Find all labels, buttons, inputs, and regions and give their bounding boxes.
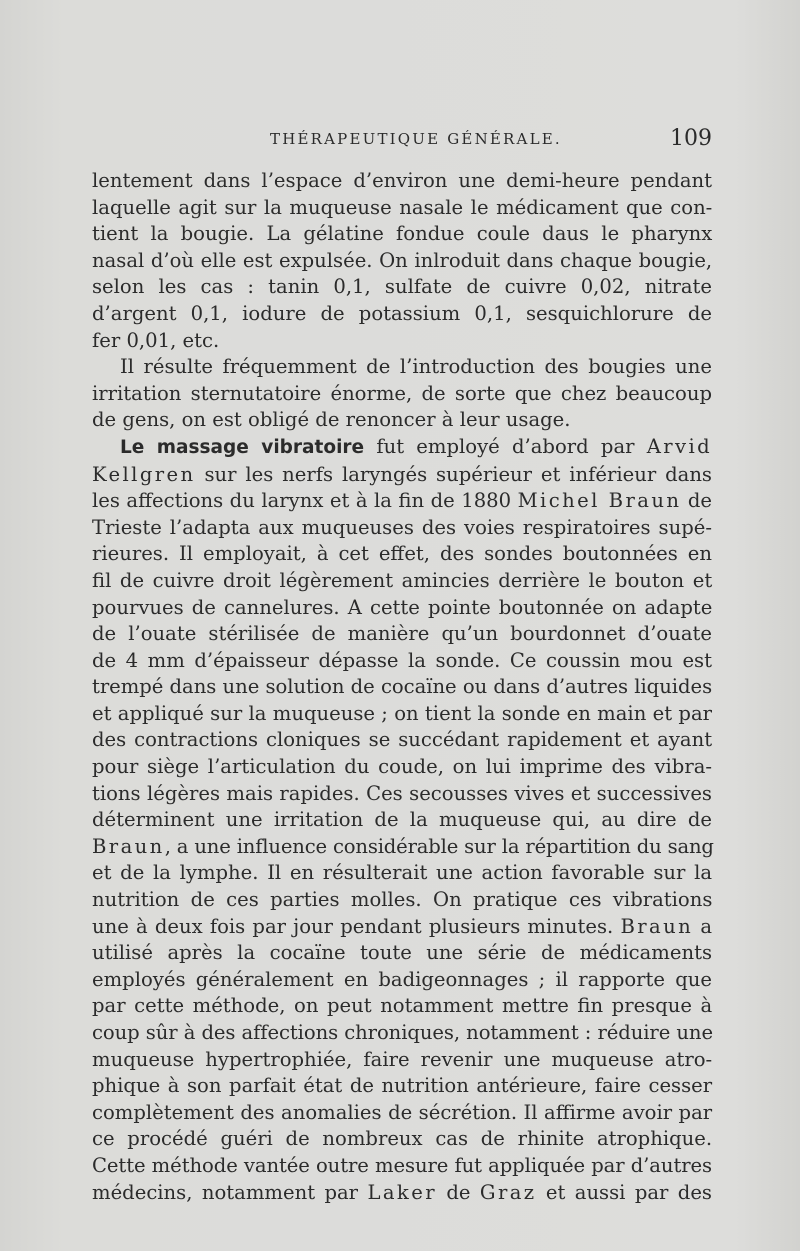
page-header	[92, 126, 712, 156]
text-line: Le massage vibratoire fut employé d’abord par Arvid	[120, 434, 713, 458]
body-text	[92, 168, 712, 1206]
text-line: médecins, notamment par Laker de Graz et aussi par des	[92, 1180, 712, 1204]
text-line: pourvues de cannelures. A cette pointe boutonnée on adapte	[92, 595, 713, 619]
text-line: de 4 mm d’épaisseur dépasse la sonde. Ce coussin mou est	[92, 648, 712, 672]
section-heading: Le massage vibratoire	[120, 436, 365, 458]
text-line: Kellgren sur les nerfs laryngés supérieur et inférieur dans	[92, 462, 712, 486]
running-title: THÉRAPEUTIQUE GÉNÉRALE.	[270, 130, 562, 148]
place-name: Graz	[479, 1180, 537, 1204]
author-name: Laker	[367, 1180, 437, 1204]
author-name: Braun	[620, 914, 694, 938]
text-line: employés généralement en badigeonnages ; il rapporte que	[92, 967, 712, 991]
text-line: des contractions cloniques se succédant rapidement et ayant	[92, 728, 713, 752]
text-line: selon les cas : tanin 0,1, sulfate de cuivre 0,02, nitrate	[92, 275, 712, 299]
text-line: les affections du larynx et à la fin de 1880 Michel Braun de	[92, 489, 712, 513]
author-name: Arvid	[646, 434, 713, 458]
text-line: tient la bougie. La gélatine fondue coule daus le pharynx	[92, 222, 713, 246]
text-line: laquelle agit sur la muqueuse nasale le médicament que con-	[92, 195, 713, 219]
text-line: trempé dans une solution de cocaïne ou dans d’autres liquides	[92, 675, 713, 699]
text-line: muqueuse hypertrophiée, faire revenir une muqueuse atro-	[92, 1047, 713, 1071]
text-line: Trieste l’adapta aux muqueuses des voies respiratoires supé-	[92, 515, 712, 539]
text-line: pour siège l’articulation du coude, on lui imprime des vibra-	[92, 755, 712, 779]
author-name: Braun	[92, 834, 165, 858]
text-line: et appliqué sur la muqueuse ; on tient la sonde en main et par	[92, 701, 712, 725]
text-line: et de la lymphe. Il en résulterait une action favorable sur la	[92, 861, 713, 885]
text-line: irritation sternutatoire énorme, de sorte que chez beaucoup	[92, 381, 712, 405]
text-line: de l’ouate stérilisée de manière qu’un bourdonnet d’ouate	[92, 622, 712, 646]
page-number: 109	[670, 126, 712, 151]
text-line: fil de cuivre droit légèrement amincies derrière le bouton et	[92, 568, 713, 592]
text-line: fer 0,01, etc.	[92, 328, 220, 352]
author-name: Michel Braun	[517, 489, 682, 513]
text-line: rieures. Il employait, à cet effet, des sondes boutonnées en	[92, 542, 712, 566]
text-line: une à deux fois par jour pendant plusieurs minutes. Braun a	[92, 914, 713, 938]
text-line: Cette méthode vantée outre mesure fut appliquée par d’autres	[92, 1153, 712, 1177]
text-line: par cette méthode, on peut notamment mettre fin presque à	[92, 994, 713, 1018]
text-line: lentement dans l’espace d’environ une demi-heure pendant	[92, 169, 712, 192]
text-line: déterminent une irritation de la muqueuse qui, au dire de	[92, 808, 712, 832]
text-line: coup sûr à des affections chroniques, notamment : réduire une	[92, 1021, 713, 1044]
author-name: Kellgren	[92, 462, 196, 486]
text-line: complètement des anomalies de sécrétion. Il affirme avoir par	[92, 1100, 713, 1124]
text-line: utilisé après la cocaïne toute une série de médicaments	[92, 941, 712, 965]
text-line: nasal d’où elle est expulsée. On inlroduit dans chaque bougie,	[92, 248, 713, 272]
text-line: Braun, a une influence considérable sur la répartition du sang	[92, 834, 714, 858]
text-line: de gens, on est obligé de renoncer à leur usage.	[92, 408, 571, 432]
text-line: ce procédé guéri de nombreux cas de rhinite atrophique.	[92, 1127, 713, 1151]
text-line: d’argent 0,1, iodure de potassium 0,1, sesquichlorure de	[92, 301, 712, 325]
text-line: tions légères mais rapides. Ces secousses vives et successives	[92, 781, 712, 805]
text-line: phique à son parfait état de nutrition antérieure, faire cesser	[92, 1074, 713, 1098]
text-line: Il résulte fréquemment de l’introduction des bougies une	[120, 355, 712, 379]
text-line: nutrition de ces parties molles. On pratique ces vibrations	[92, 888, 713, 912]
